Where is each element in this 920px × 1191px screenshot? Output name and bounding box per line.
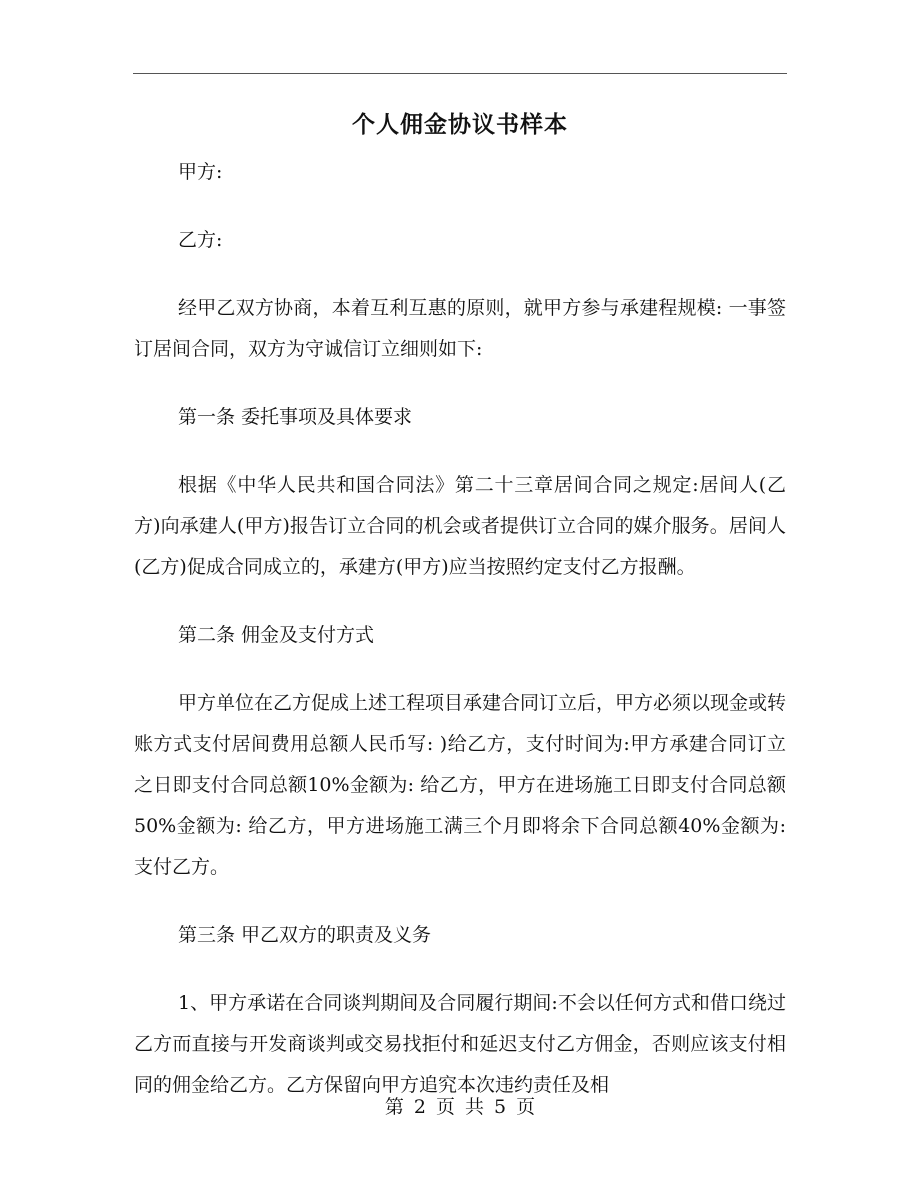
article-1-heading: 第一条 委托事项及具体要求 [178, 406, 413, 428]
article-2-heading: 第二条 佣金及支付方式 [178, 624, 375, 646]
article-2-paragraph: 甲方单位在乙方促成上述工程项目承建合同订立后，甲方必须以现金或转账方式支付居间费用总额人民币写: )给乙方，支付时间为:甲方承建合同订立之日即支付合同总额10%金额为: 给乙方，甲方在进场施工日即支付合同总额50%金额为: 给乙方，甲方进场施工满三个月即将余下合同总额40%金额为: 支付乙方。 [134, 692, 787, 878]
page-number: 第 2 页 共 5 页 [384, 1096, 536, 1118]
article-3-item-1: 1、甲方承诺在合同谈判期间及合同履行期间:不会以任何方式和借口绕过乙方而直接与开发商谈判或交易找拒付和延迟支付乙方佣金，否则应该支付相同的佣金给乙方。乙方保留向甲方追究本次违约责任及相 [134, 992, 786, 1096]
header-rule [133, 73, 787, 74]
party-a-line: 甲方: [178, 161, 223, 183]
party-b-line: 乙方: [178, 229, 223, 251]
article-3-heading: 第三条 甲乙双方的职责及义务 [178, 924, 432, 946]
preamble-paragraph: 经甲乙双方协商，本着互利互惠的原则，就甲方参与承建程规模: 一事签订居间合同，双方为守诚信订立细则如下: [134, 297, 786, 360]
document-title: 个人佣金协议书样本 [352, 111, 568, 138]
document-body [134, 152, 786, 1133]
article-1-paragraph: 根据《中华人民共和国合同法》第二十三章居间合同之规定:居间人(乙方)向承建人(甲方)报告订立合同的机会或者提供订立合同的媒介服务。居间人(乙方)促成合同成立的，承建方(甲方)应当按照约定支付乙方报酬。 [134, 474, 786, 578]
